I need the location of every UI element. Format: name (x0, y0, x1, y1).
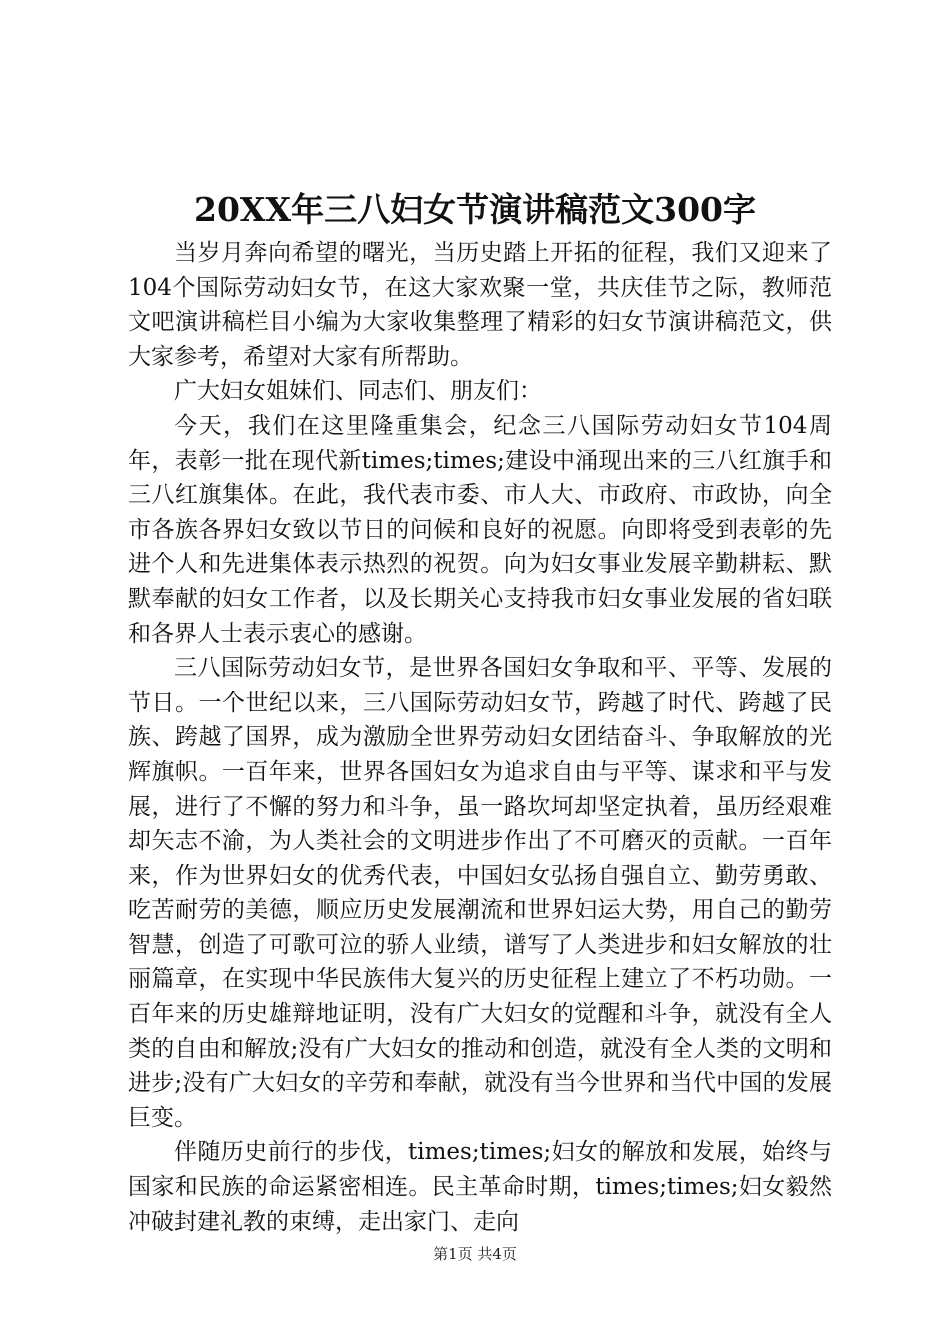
paragraph-development: 伴随历史前行的步伐，times;times;妇女的解放和发展，始终与国家和民族的命运紧密相连。民主革命时期，times;times;妇女毅然冲破封建礼教的束缚，走出家门、走向 (128, 1139, 832, 1235)
paragraph-today: 今天，我们在这里隆重集会，纪念三八国际劳动妇女节104周年，表彰一批在现代新times;times;建设中涌现出来的三八红旗手和三八红旗集体。在此，我代表市委、市人大、市政府、市政协，向全市各族各界妇女致以节日的问候和良好的祝愿。向即将受到表彰的先进个人和先进集体表示热烈的祝贺。向为妇女事业发展辛勤耕耘、默默奉献的妇女工作者，以及长期关心支持我市妇女事业发展的省妇联和各界人士表示衷心的感谢。 (128, 412, 832, 647)
paragraph-salutation: 广大妇女姐妹们、同志们、朋友们： (174, 378, 542, 405)
document-body (128, 236, 832, 1239)
paragraph-intro: 当岁月奔向希望的曙光，当历史踏上开拓的征程，我们又迎来了104个国际劳动妇女节，在这大家欢聚一堂，共庆佳节之际，教师范文吧演讲稿栏目小编为大家收集整理了精彩的妇女节演讲稿范文，供大家参考，希望对大家有所帮助。 (128, 240, 832, 370)
paragraph-history: 三八国际劳动妇女节，是世界各国妇女争取和平、平等、发展的节日。一个世纪以来，三八国际劳动妇女节，跨越了时代、跨越了民族、跨越了国界，成为激励全世界劳动妇女团结奋斗、争取解放的光辉旗帜。一百年来，世界各国妇女为追求自由与平等、谋求和平与发展，进行了不懈的努力和斗争，虽一路坎坷却坚定执着，虽历经艰难却矢志不渝，为人类社会的文明进步作出了不可磨灭的贡献。一百年来，作为世界妇女的优秀代表，中国妇女弘扬自强自立、勤劳勇敢、吃苦耐劳的美德，顺应历史发展潮流和世界妇运大势，用自己的勤劳智慧，创造了可歌可泣的骄人业绩，谱写了人类进步和妇女解放的壮丽篇章，在实现中华民族伟大复兴的历史征程上建立了不朽功勋。一百年来的历史雄辩地证明，没有广大妇女的觉醒和斗争，就没有全人类的自由和解放;没有广大妇女的推动和创造，就没有全人类的文明和进步;没有广大妇女的辛劳和奉献，就没有当今世界和当代中国的发展巨变。 (128, 655, 832, 1131)
document-title: 20XX年三八妇女节演讲稿范文300字 (193, 190, 756, 229)
page-number-footer: 第1页 共4页 (433, 1245, 517, 1263)
